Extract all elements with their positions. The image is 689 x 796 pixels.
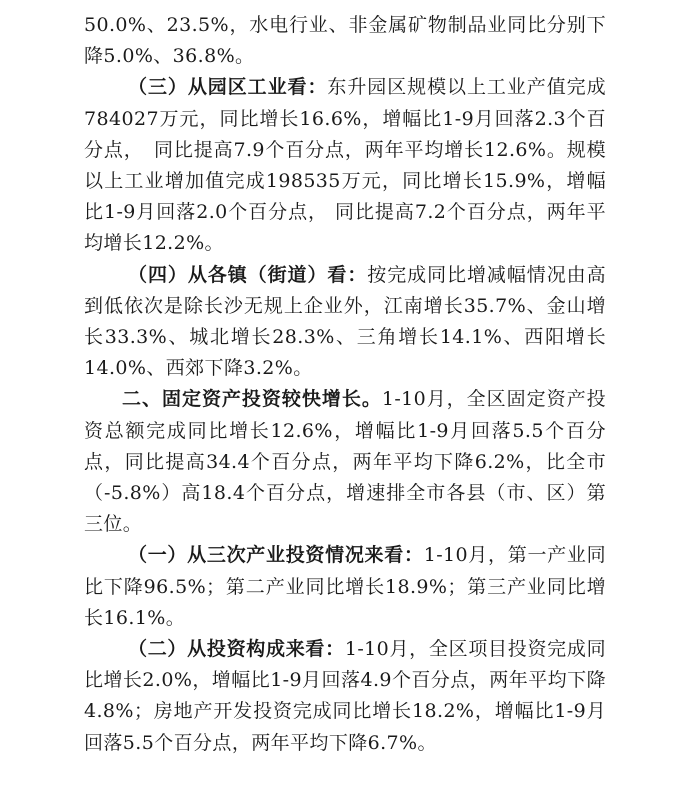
section-heading: （四）从各镇（街道）看： — [128, 263, 368, 286]
section-heading: （三）从园区工业看： — [128, 76, 328, 99]
section-heading: （二）从投资构成来看： — [128, 638, 345, 661]
paragraph-text: 50.0%、23.5%，水电行业、非金属矿物制品业同比分别下降5.0%、36.8%。 — [84, 14, 606, 68]
paragraph-park-industry — [84, 72, 606, 259]
paragraph-investment-structure — [84, 634, 606, 759]
paragraph-text: 1-10月，全区固定资产投资总额完成同比增长12.6%，增幅比1-9月回落5.5个百分点，同比提高34.4个百分点，两年平均下降6.2%，比全市（-5.8%）高18.4个百分点，增速排全市各县（市、区）第三位。 — [84, 388, 606, 536]
paragraph-text: 东升园区规模以上工业产值完成784027万元，同比增长16.6%，增幅比1-9月回落2.3个百分点， 同比提高7.9个百分点，两年平均增长12.6%。规模以上工业增加值完成198535万元，同比增长15.9%，增幅比1-9月回落2.0个百分点， 同比提高7.2个百分点，两年平均增长12.2%。 — [84, 76, 606, 255]
paragraph-industry-investment — [84, 540, 606, 634]
paragraph-fixed-asset-investment — [84, 384, 606, 540]
paragraph-text: 按完成同比增减幅情况由高到低依次是除长沙无规上企业外，江南增长35.7%、金山增长33.3%、城北增长28.3%、三角增长14.1%、西阳增长14.0%、西郊下降3.2%。 — [84, 263, 606, 380]
document-page — [84, 10, 606, 759]
paragraph-industry-continued — [84, 10, 606, 72]
paragraph-text: 1-10月，全区项目投资完成同比增长2.0%，增幅比1-9月回落4.9个百分点，两年平均下降4.8%；房地产开发投资完成同比增长18.2%，增幅比1-9月回落5.5个百分点，两年平均下降6.7%。 — [84, 638, 606, 754]
paragraph-text: 1-10月，第一产业同比下降96.5%；第二产业同比增长18.9%；第三产业同比增长16.1%。 — [84, 544, 606, 629]
section-heading: （一）从三次产业投资情况来看： — [128, 544, 424, 567]
section-heading: 二、固定资产投资较快增长。 — [122, 388, 382, 411]
paragraph-towns — [84, 260, 606, 385]
